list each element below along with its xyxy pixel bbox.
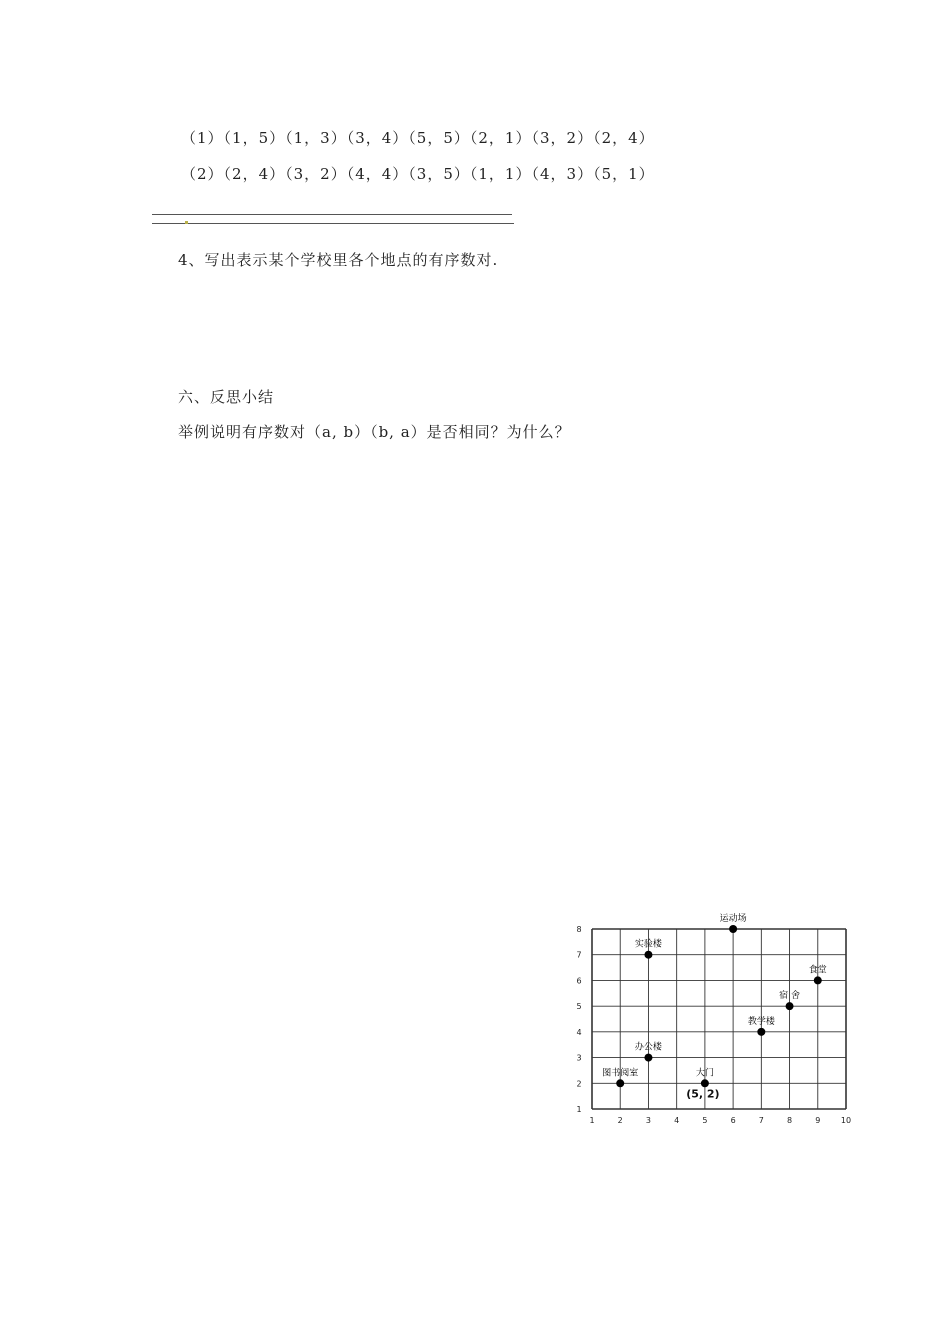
location-label: 宿 舍 [779, 991, 800, 1002]
location-label: 食堂 [808, 965, 827, 976]
location-labels [602, 912, 827, 1078]
y-tick-labels [576, 925, 581, 1114]
location-point [814, 976, 822, 984]
x-tick-label: 1 [589, 1116, 595, 1125]
exercise-row-1: （1）（1，5）（1，3）（3，4）（5，5）（2，1）（3，2）（2，4） [181, 129, 655, 147]
stray-dot-mark [185, 221, 188, 224]
answer-rule-bottom [152, 223, 514, 224]
y-tick-label: 7 [576, 950, 582, 960]
x-tick-label: 5 [702, 1116, 708, 1125]
x-tick-label: 9 [815, 1116, 821, 1125]
x-tick-label: 8 [787, 1116, 793, 1125]
y-tick-label: 3 [576, 1053, 582, 1063]
location-point [644, 951, 652, 959]
gate-coordinate-annotation: (5, 2) [686, 1087, 720, 1101]
x-tick-label: 10 [840, 1116, 852, 1125]
location-point [786, 1002, 794, 1010]
location-point [701, 1079, 709, 1087]
section-6-title: 六、反思小结 [178, 388, 275, 406]
location-label: 运动场 [719, 914, 747, 924]
y-tick-label: 8 [576, 925, 582, 934]
reflection-question: 举例说明有序数对（a, b）（b, a）是否相同？为什么？ [178, 423, 571, 441]
question-4: 4、写出表示某个学校里各个地点的有序数对. [178, 251, 499, 269]
y-tick-label: 2 [576, 1079, 582, 1089]
school-coordinate-map [572, 914, 854, 1128]
location-point [644, 1054, 652, 1062]
location-label: 图书阅室 [602, 1068, 639, 1079]
y-tick-label: 6 [576, 976, 582, 986]
location-point [729, 925, 737, 933]
x-tick-label: 4 [674, 1116, 680, 1125]
answer-rule-top [152, 214, 512, 215]
location-point [757, 1028, 765, 1036]
exercise-row-2: （2）（2，4）（3，2）（4，4）（3，5）（1，1）（4，3）（5，1） [181, 165, 655, 183]
x-tick-label: 6 [730, 1116, 736, 1125]
x-tick-label: 3 [645, 1116, 651, 1125]
x-tick-labels [589, 1116, 851, 1125]
y-tick-label: 5 [576, 1002, 582, 1012]
location-label: 实验楼 [634, 939, 662, 950]
location-label: 大门 [695, 1068, 714, 1079]
y-tick-label: 1 [576, 1105, 582, 1114]
y-tick-label: 4 [576, 1027, 582, 1037]
location-label: 办公楼 [634, 1042, 662, 1053]
map-grid [592, 929, 846, 1109]
x-tick-label: 7 [758, 1116, 764, 1125]
location-label: 教学楼 [747, 1016, 775, 1027]
location-point [616, 1079, 624, 1087]
x-tick-label: 2 [617, 1116, 623, 1125]
